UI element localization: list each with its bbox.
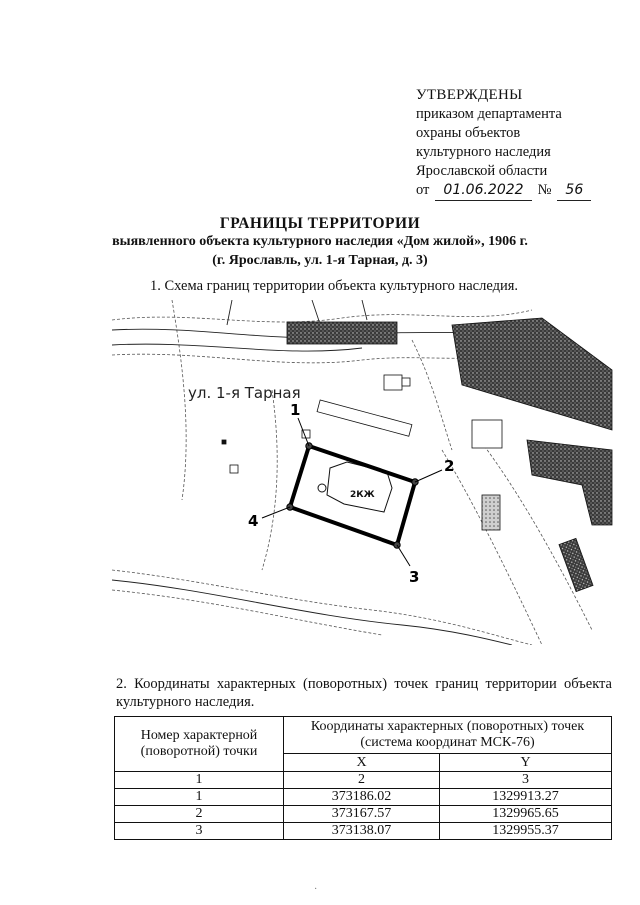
index-cell: 2: [284, 772, 440, 789]
document-address: (г. Ярославль, ул. 1-я Тарная, д. 3): [212, 253, 428, 268]
number-prefix: №: [537, 182, 552, 198]
vertex-1-label: 1: [290, 401, 301, 419]
vertex-3-label: 3: [409, 568, 420, 586]
approval-number: 56: [557, 181, 591, 201]
coord-x: 373167.57: [284, 806, 440, 823]
approval-date: 01.06.2022: [435, 181, 531, 201]
coordinates-table: [114, 716, 612, 840]
document-subtitle: выявленного объекта культурного наследия «Дом жилой», 1906 г.: [112, 234, 528, 249]
approval-block: [416, 86, 591, 201]
section-2-heading: 2. Координаты характерных (поворотных) точек границ территории объекта культурного наследия.: [116, 676, 612, 710]
approval-date-line: [416, 181, 591, 201]
coord-y: 1329955.37: [440, 823, 612, 840]
document-title: ГРАНИЦЫ ТЕРРИТОРИИ: [219, 215, 421, 232]
point-number: 2: [115, 806, 284, 823]
table-row: [115, 789, 612, 806]
coord-y: 1329965.65: [440, 806, 612, 823]
coord-x: 373138.07: [284, 823, 440, 840]
table-header-row: [115, 717, 612, 754]
approval-line: культурного наследия: [416, 144, 551, 160]
index-cell: 1: [115, 772, 284, 789]
coord-x: 373186.02: [284, 789, 440, 806]
header-coordinates: Координаты характерных (поворотных) точек (система координат МСК-76): [284, 717, 612, 754]
point-number: 1: [115, 789, 284, 806]
table-row: [115, 806, 612, 823]
street-label: ул. 1-я Тарная: [188, 384, 301, 402]
vertex-4-label: 4: [248, 512, 259, 530]
header-x: X: [284, 754, 440, 772]
coord-y: 1329913.27: [440, 789, 612, 806]
buildings: [222, 318, 612, 592]
table-row: [115, 823, 612, 840]
header-y: Y: [440, 754, 612, 772]
header-point-number: Номер характерной (поворотной) точки: [115, 717, 284, 772]
vertex-2-label: 2: [444, 457, 455, 475]
section-1-heading: 1. Схема границ территории объекта культурного наследия.: [150, 278, 519, 294]
scan-mark: ·: [314, 884, 318, 895]
approval-line: охраны объектов: [416, 125, 521, 141]
index-cell: 3: [440, 772, 612, 789]
approval-heading: УТВЕРЖДЕНЫ: [416, 87, 523, 103]
table-index-row: [115, 772, 612, 789]
approval-line: приказом департамента: [416, 106, 562, 122]
approval-line: Ярославской области: [416, 163, 548, 179]
building-label: 2КЖ: [350, 490, 375, 500]
boundary-map: [112, 300, 617, 645]
point-number: 3: [115, 823, 284, 840]
date-prefix: от: [416, 182, 430, 198]
